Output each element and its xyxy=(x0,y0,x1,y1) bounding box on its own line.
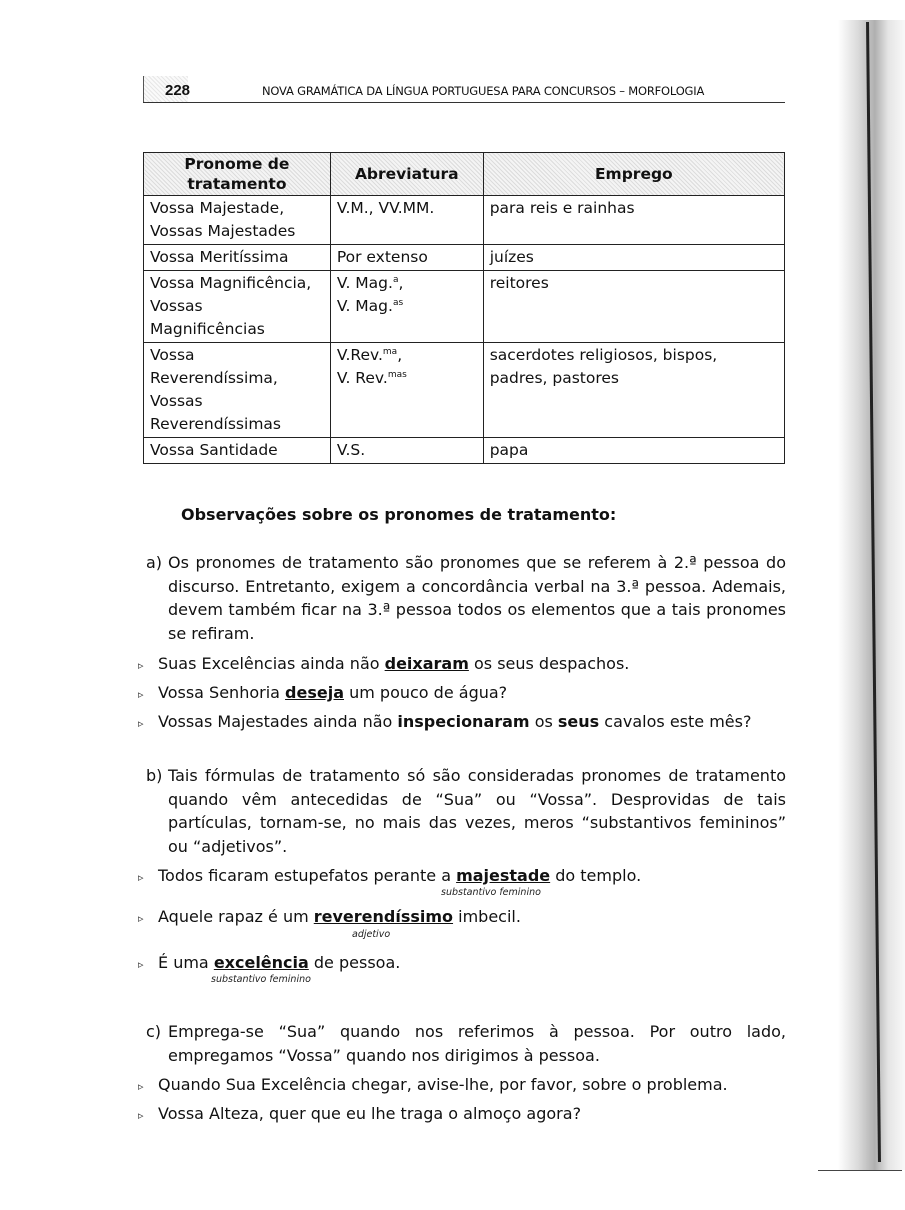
page-bottom-edge xyxy=(818,1170,902,1171)
observation-item-c xyxy=(146,1020,786,1067)
observation-item-a xyxy=(146,551,786,645)
cell-abreviatura: Por extenso xyxy=(330,245,483,271)
cell-abreviatura: V.M., VV.MM. xyxy=(330,196,483,245)
item-letter: b) xyxy=(146,766,163,785)
example-line: ▹ Quando Sua Excelência chegar, avise-lhe, por favor, sobre o problema. xyxy=(138,1075,728,1094)
table-row xyxy=(144,438,785,464)
table-row xyxy=(144,196,785,245)
example-line: ▹ Vossa Senhoria deseja um pouco de água? xyxy=(138,683,508,702)
running-title: NOVA GRAMÁTICA DA LÍNGUA PORTUGUESA PARA CONCURSOS – MORFOLOGIA xyxy=(262,84,705,98)
example-line: ▹ Todos ficaram estupefatos perante a majestade do templo. xyxy=(138,866,642,885)
table-header-row xyxy=(144,153,785,196)
cell-pronome: Vossa Santidade xyxy=(144,438,331,464)
item-text: Emprega-se “Sua” quando nos referimos à pessoa. Por outro lado, empregamos “Vossa” quando nos dirigimos à pessoa. xyxy=(168,1022,786,1065)
item-letter: c) xyxy=(146,1022,162,1041)
triangle-bullet-icon: ▹ xyxy=(138,1080,144,1093)
triangle-bullet-icon: ▹ xyxy=(138,688,144,701)
cell-pronome: Vossa Magnificência, Vossas Magnificências xyxy=(144,271,331,343)
header-rule xyxy=(143,102,785,103)
table-row xyxy=(144,245,785,271)
column-header-abreviatura: Abreviatura xyxy=(330,153,483,196)
observation-item-b xyxy=(146,764,786,858)
table-row xyxy=(144,271,785,343)
triangle-bullet-icon: ▹ xyxy=(138,871,144,884)
gloss-label: adjetivo xyxy=(352,929,391,940)
cell-abreviatura: V.S. xyxy=(330,438,483,464)
cell-emprego: sacerdotes religiosos, bispos, padres, pastores xyxy=(483,343,784,438)
treatment-pronouns-table xyxy=(143,152,785,464)
cell-pronome: Vossa Majestade, Vossas Majestades xyxy=(144,196,331,245)
table-row xyxy=(144,343,785,438)
gloss-label: substantivo feminino xyxy=(441,887,541,898)
column-header-emprego: Emprego xyxy=(483,153,784,196)
example-line: ▹ Vossa Alteza, quer que eu lhe traga o almoço agora? xyxy=(138,1104,582,1123)
example-line: ▹ Vossas Majestades ainda não inspecionaram os seus cavalos este mês? xyxy=(138,712,752,731)
example-line: ▹ É uma excelência de pessoa. xyxy=(138,953,401,972)
gloss-label: substantivo feminino xyxy=(211,974,311,985)
cell-pronome: Vossa Reverendíssima, Vossas Reverendíssimas xyxy=(144,343,331,438)
triangle-bullet-icon: ▹ xyxy=(138,659,144,672)
triangle-bullet-icon: ▹ xyxy=(138,958,144,971)
cell-pronome: Vossa Meritíssima xyxy=(144,245,331,271)
triangle-bullet-icon: ▹ xyxy=(138,912,144,925)
item-text: Os pronomes de tratamento são pronomes que se referem à 2.ª pessoa do discurso. Entretanto, exigem a concordância verbal na 3.ª pessoa. Ademais, devem também ficar na 3.ª pessoa todos os elementos que a tais pronomes se refiram. xyxy=(168,553,786,643)
example-line: ▹ Aquele rapaz é um reverendíssimo imbecil. xyxy=(138,907,521,926)
cell-abreviatura: V.Rev.$^{ma}$, V. Rev.$^{mas}$ xyxy=(330,343,483,438)
column-header-pronome: Pronome de tratamento xyxy=(144,153,331,196)
item-text: Tais fórmulas de tratamento só são consideradas pronomes de tratamento quando vêm antecedidas de “Sua” ou “Vossa”. Desprovidas de tais partículas, tornam-se, no mais das vezes, meros “substantivos femininos” ou “adjetivos”. xyxy=(168,766,786,856)
item-letter: a) xyxy=(146,553,163,572)
cell-emprego: reitores xyxy=(483,271,784,343)
page-number: 228 xyxy=(165,82,191,99)
cell-emprego: para reis e rainhas xyxy=(483,196,784,245)
triangle-bullet-icon: ▹ xyxy=(138,1109,144,1122)
observations-title: Observações sobre os pronomes de tratamento: xyxy=(181,505,617,524)
example-line: ▹ Suas Excelências ainda não deixaram os seus despachos. xyxy=(138,654,630,673)
cell-abreviatura: V. Mag.$^a$, V. Mag.$^{as}$ xyxy=(330,271,483,343)
triangle-bullet-icon: ▹ xyxy=(138,717,144,730)
cell-emprego: papa xyxy=(483,438,784,464)
cell-emprego: juízes xyxy=(483,245,784,271)
